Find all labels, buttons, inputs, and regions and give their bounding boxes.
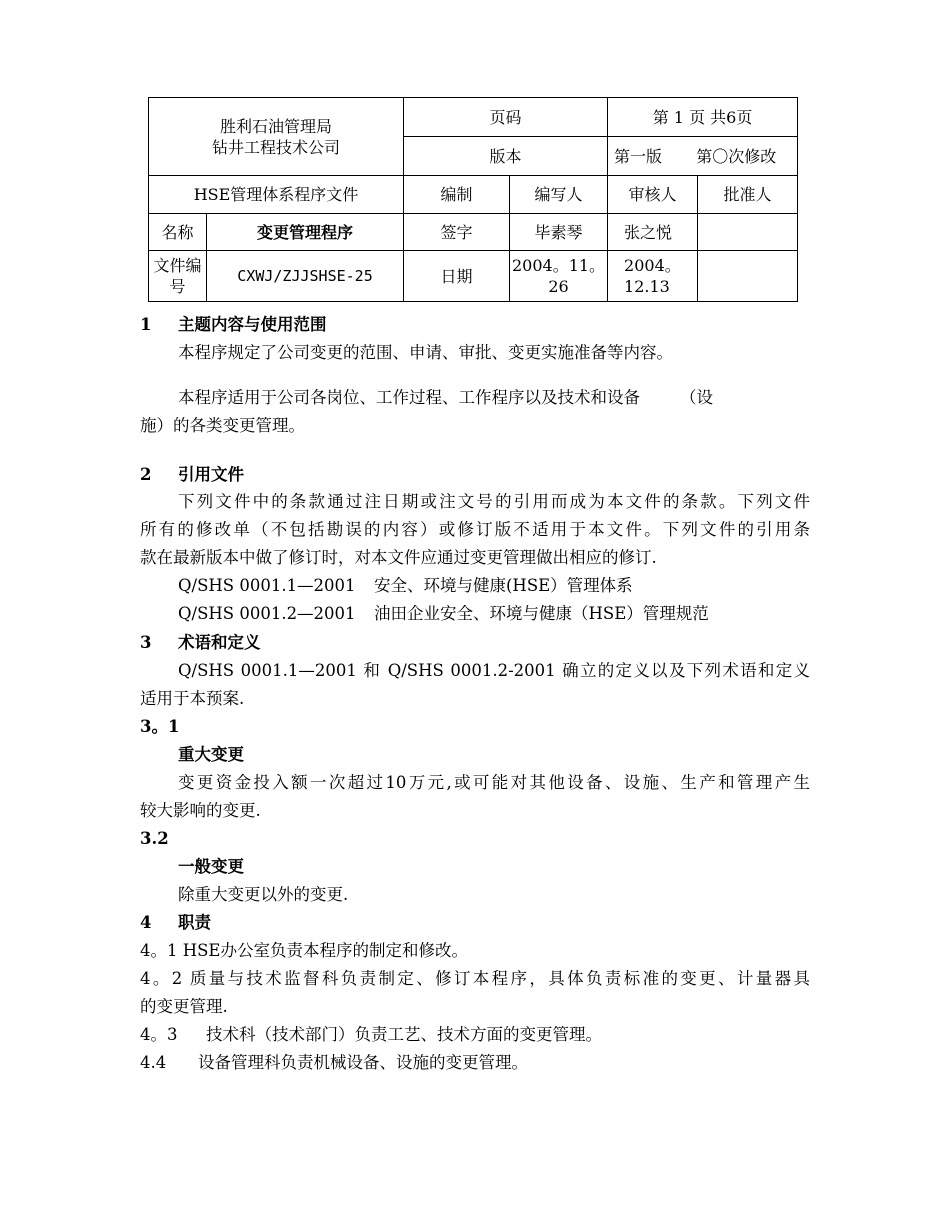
section-1-heading bbox=[140, 313, 327, 337]
section-2-para-line-2: 所有的修改单（不包括勘误的内容）或修订版不适用于本文件。下列文件的引用条 bbox=[140, 520, 810, 539]
docno-label-line-2: 号 bbox=[169, 277, 186, 296]
section-3-1-para-line-1: 变更资金投入额一次超过10万元,或可能对其他设备、设施、生产和管理产生 bbox=[178, 773, 810, 792]
section-3-1-number: 3。1 bbox=[140, 717, 180, 736]
reference-2-title: 油田企业安全、环境与健康（HSE）管理规范 bbox=[374, 604, 709, 623]
doc-type: HSE管理体系程序文件 bbox=[149, 176, 404, 214]
approver-label: 批准人 bbox=[698, 176, 798, 214]
writer-date bbox=[510, 251, 608, 302]
section-1-para-2-line-2: 施）的各类变更管理。 bbox=[140, 416, 305, 435]
section-4-3 bbox=[140, 1023, 602, 1047]
compile-label: 编制 bbox=[404, 176, 510, 214]
section-3-number: 3 bbox=[140, 633, 152, 652]
writer-date-line-1: 2004。11。 bbox=[511, 256, 606, 275]
page-value: 第 1 页 共6页 bbox=[608, 98, 798, 137]
reference-1-code: Q/SHS 0001.1—2001 bbox=[178, 576, 356, 595]
reference-2 bbox=[178, 602, 709, 626]
reviewer-label: 审核人 bbox=[608, 176, 698, 214]
section-2-heading bbox=[140, 463, 244, 487]
approver-date bbox=[698, 251, 798, 302]
section-3-2-number: 3.2 bbox=[140, 829, 169, 848]
docno-label bbox=[149, 251, 207, 302]
section-3-2-title: 一般变更 bbox=[178, 857, 244, 876]
section-1-para-2-text: 本程序适用于公司各岗位、工作过程、工作程序以及技术和设备 bbox=[178, 388, 640, 407]
document-header-table bbox=[148, 97, 798, 302]
procedure-name: 变更管理程序 bbox=[207, 214, 404, 251]
section-4-1: 4。1 HSE办公室负责本程序的制定和修改。 bbox=[140, 941, 468, 960]
section-3-title: 术语和定义 bbox=[178, 633, 261, 652]
writer-date-line-2: 26 bbox=[548, 277, 569, 296]
reviewer-date-line-1: 2004。 bbox=[624, 256, 681, 275]
section-4-heading bbox=[140, 911, 211, 935]
reviewer-name: 张之悦 bbox=[608, 214, 698, 251]
approver-name bbox=[698, 214, 798, 251]
section-4-2-line-1: 4。2 质量与技术监督科负责制定、修订本程序，具体负责标准的变更、计量器具 bbox=[140, 969, 810, 988]
section-2-para-line-3: 款在最新版本中做了修订时，对本文件应通过变更管理做出相应的修订. bbox=[140, 548, 657, 567]
section-3-heading bbox=[140, 631, 261, 655]
reference-2-code: Q/SHS 0001.2—2001 bbox=[178, 604, 356, 623]
section-4-title: 职责 bbox=[178, 913, 211, 932]
section-3-1-para-line-2: 较大影响的变更. bbox=[140, 801, 261, 820]
company-line-1: 胜利石油管理局 bbox=[220, 116, 333, 136]
reviewer-date bbox=[608, 251, 698, 302]
company-name-cell bbox=[149, 98, 404, 176]
section-3-para-line-2: 适用于本预案. bbox=[140, 689, 245, 708]
section-2-para-line-1: 下列文件中的条款通过注日期或注文号的引用而成为本文件的条款。下列文件 bbox=[178, 492, 810, 511]
sign-label: 签字 bbox=[404, 214, 510, 251]
revision-value: 第〇次修改 bbox=[696, 146, 777, 166]
date-label: 日期 bbox=[404, 251, 510, 302]
section-1-number: 1 bbox=[140, 315, 152, 334]
page-label: 页码 bbox=[404, 98, 608, 137]
company-line-2: 钻井工程技术公司 bbox=[212, 137, 341, 157]
docno-label-line-1: 文件编 bbox=[153, 256, 202, 275]
section-3-1-title: 重大变更 bbox=[178, 745, 244, 764]
reviewer-date-line-2: 12.13 bbox=[624, 277, 670, 296]
writer-name: 毕素琴 bbox=[510, 214, 608, 251]
section-4-4 bbox=[140, 1051, 528, 1075]
section-1-para-2-line-1 bbox=[178, 386, 713, 410]
section-4-4-text: 设备管理科负责机械设备、设施的变更管理。 bbox=[198, 1053, 528, 1072]
name-label: 名称 bbox=[149, 214, 207, 251]
section-4-number: 4 bbox=[140, 913, 152, 932]
section-4-4-number: 4.4 bbox=[140, 1053, 167, 1072]
section-1-title: 主题内容与使用范围 bbox=[178, 315, 327, 334]
reference-1 bbox=[178, 574, 633, 598]
doc-number: CXWJ/ZJJSHSE-25 bbox=[207, 251, 404, 302]
section-4-3-number: 4。3 bbox=[140, 1025, 178, 1044]
section-3-2-para: 除重大变更以外的变更. bbox=[178, 885, 349, 904]
writer-label: 编写人 bbox=[510, 176, 608, 214]
section-4-2-line-2: 的变更管理. bbox=[140, 997, 228, 1016]
section-2-title: 引用文件 bbox=[178, 465, 244, 484]
section-1-para-1: 本程序规定了公司变更的范围、申请、审批、变更实施准备等内容。 bbox=[178, 343, 673, 362]
version-value: 第一版 bbox=[614, 146, 663, 166]
version-cell bbox=[608, 137, 798, 176]
version-label: 版本 bbox=[404, 137, 608, 176]
section-4-3-text: 技术科（技术部门）负责工艺、技术方面的变更管理。 bbox=[206, 1025, 602, 1044]
section-1-para-2-tail: （设 bbox=[680, 388, 713, 407]
section-2-number: 2 bbox=[140, 465, 152, 484]
reference-1-title: 安全、环境与健康(HSE）管理体系 bbox=[374, 576, 633, 595]
section-3-para-line-1: Q/SHS 0001.1—2001 和 Q/SHS 0001.2-2001 确立的定义以及下列术语和定义 bbox=[178, 661, 810, 680]
